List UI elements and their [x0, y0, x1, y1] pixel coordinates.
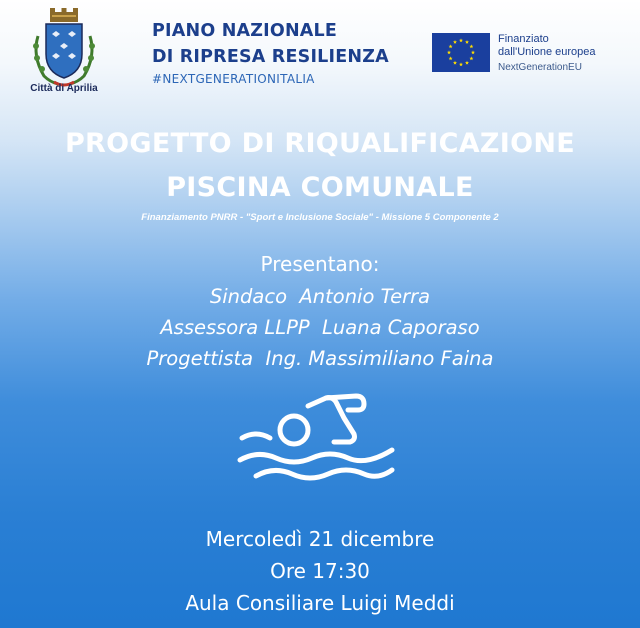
- presenter-councillor: Assessora LLPP Luana Caporaso: [160, 316, 480, 339]
- event-venue: Aula Consiliare Luigi Meddi: [185, 591, 455, 615]
- presenter-mayor: Sindaco Antonio Terra: [209, 285, 431, 308]
- presenter-designer: Progettista Ing. Massimiliano Faina: [146, 347, 494, 370]
- swimmer-icon: [236, 388, 396, 484]
- event-date: Mercoledì 21 dicembre: [205, 527, 435, 551]
- eu-flag-icon: [432, 33, 490, 72]
- eu-nextgen-label: NextGenerationEU: [498, 62, 582, 73]
- eu-funded-line1: Finanziato: [498, 33, 549, 45]
- pnrr-hashtag: #NEXTGENERATIONITALIA: [152, 72, 315, 86]
- pnrr-title: [152, 18, 412, 70]
- event-time: Ore 17:30: [270, 559, 370, 583]
- funding-note: Finanziamento PNRR - "Sport e Inclusione Sociale" - Missione 5 Componente 2: [141, 212, 499, 223]
- presenters-heading: Presentano:: [260, 252, 380, 276]
- city-crest-icon: [28, 6, 100, 92]
- project-title-line1: PROGETTO DI RIQUALIFICAZIONE: [64, 128, 576, 159]
- eu-funded-line2: dall'Unione europea: [498, 46, 596, 58]
- pnrr-title-line1: PIANO NAZIONALE: [152, 21, 338, 41]
- project-title-line2: PISCINA COMUNALE: [166, 172, 474, 203]
- pnrr-title-line2: DI RIPRESA RESILIENZA: [152, 47, 389, 67]
- city-name: Città di Aprilia: [30, 83, 98, 94]
